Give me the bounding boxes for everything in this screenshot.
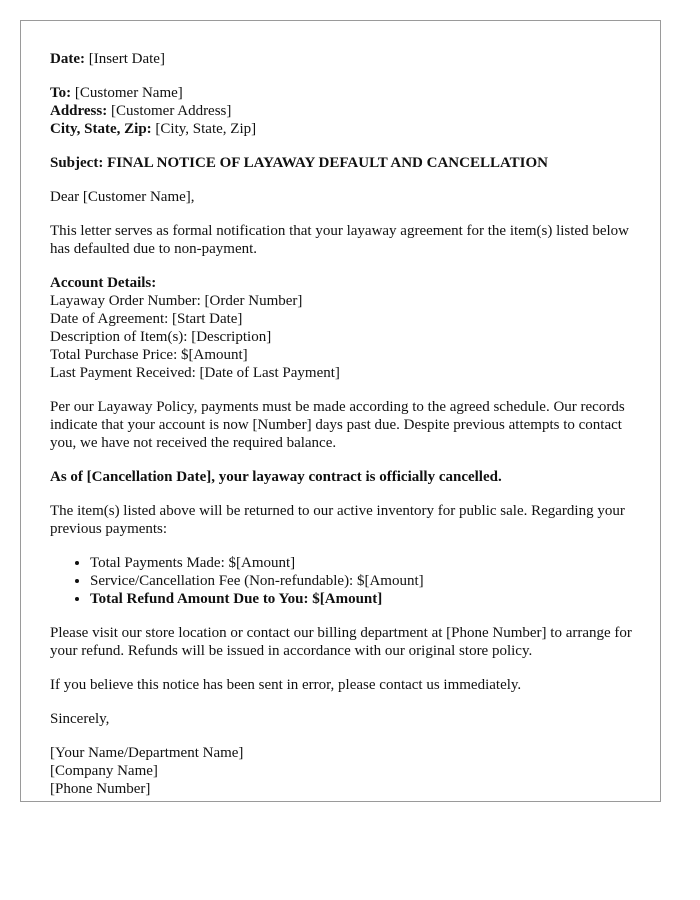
recipient-block (50, 84, 640, 138)
greeting: Dear [Customer Name], (50, 189, 195, 205)
intro-paragraph: This letter serves as formal notification that your layaway agreement for the item(s) listed below has defaulted due to non-payment. (50, 223, 629, 257)
subject-label: Subject: (50, 155, 104, 171)
address-label: Address: (50, 103, 108, 119)
account-heading: Account Details: (50, 275, 157, 291)
signature-line: [Company Name] (50, 763, 158, 779)
date-label: Date: (50, 51, 85, 67)
inventory-paragraph: The item(s) listed above will be returned to our active inventory for public sale. Regarding your previous payments: (50, 503, 625, 537)
account-line: Total Purchase Price: $[Amount] (50, 347, 248, 363)
signature-line: [Your Name/Department Name] (50, 745, 244, 761)
to-line (50, 84, 640, 102)
city-label: City, State, Zip: (50, 121, 152, 137)
date-value: [Insert Date] (88, 51, 165, 67)
closing: Sincerely, (50, 711, 110, 727)
payments-list (50, 554, 640, 608)
account-line: Layaway Order Number: [Order Number] (50, 293, 303, 309)
city-line (50, 120, 640, 138)
letter-content (50, 50, 640, 802)
letter-page (20, 20, 661, 802)
payments-list-item: • Service/Cancellation Fee (Non-refundable): $[Amount] (90, 572, 640, 590)
account-line: Date of Agreement: [Start Date] (50, 311, 243, 327)
cancellation-text: As of [Cancellation Date], your layaway contract is officially cancelled. (50, 469, 502, 485)
city-value: [City, State, Zip] (155, 121, 257, 137)
signature-line: [Phone Number] (50, 781, 151, 797)
date-line (50, 50, 640, 68)
account-line: Description of Item(s): [Description] (50, 329, 272, 345)
account-details (50, 274, 640, 382)
refund-paragraph: Please visit our store location or contact our billing department at [Phone Number] to arrange for your refund. Refunds will be issued in accordance with our original store policy. (50, 625, 632, 659)
to-value: [Customer Name] (74, 85, 183, 101)
account-line: Last Payment Received: [Date of Last Payment] (50, 365, 340, 381)
subject-line (50, 154, 640, 172)
policy-paragraph: Per our Layaway Policy, payments must be made according to the agreed schedule. Our records indicate that your account is now [Number] days past due. Despite previous attempts to contact you, we have not received the required balance. (50, 399, 625, 451)
subject-text: FINAL NOTICE OF LAYAWAY DEFAULT AND CANCELLATION (107, 155, 549, 171)
error-note-paragraph: If you believe this notice has been sent in error, please contact us immediately. (50, 677, 522, 693)
payments-list-item: • Total Payments Made: $[Amount] (90, 554, 640, 572)
address-line (50, 102, 640, 120)
cancellation-statement (50, 468, 640, 486)
address-value: [Customer Address] (110, 103, 232, 119)
payments-list-item-refund (90, 590, 640, 608)
signature-block (50, 744, 640, 798)
to-label: To: (50, 85, 72, 101)
refund-total: Total Refund Amount Due to You: $[Amount] (90, 591, 383, 607)
